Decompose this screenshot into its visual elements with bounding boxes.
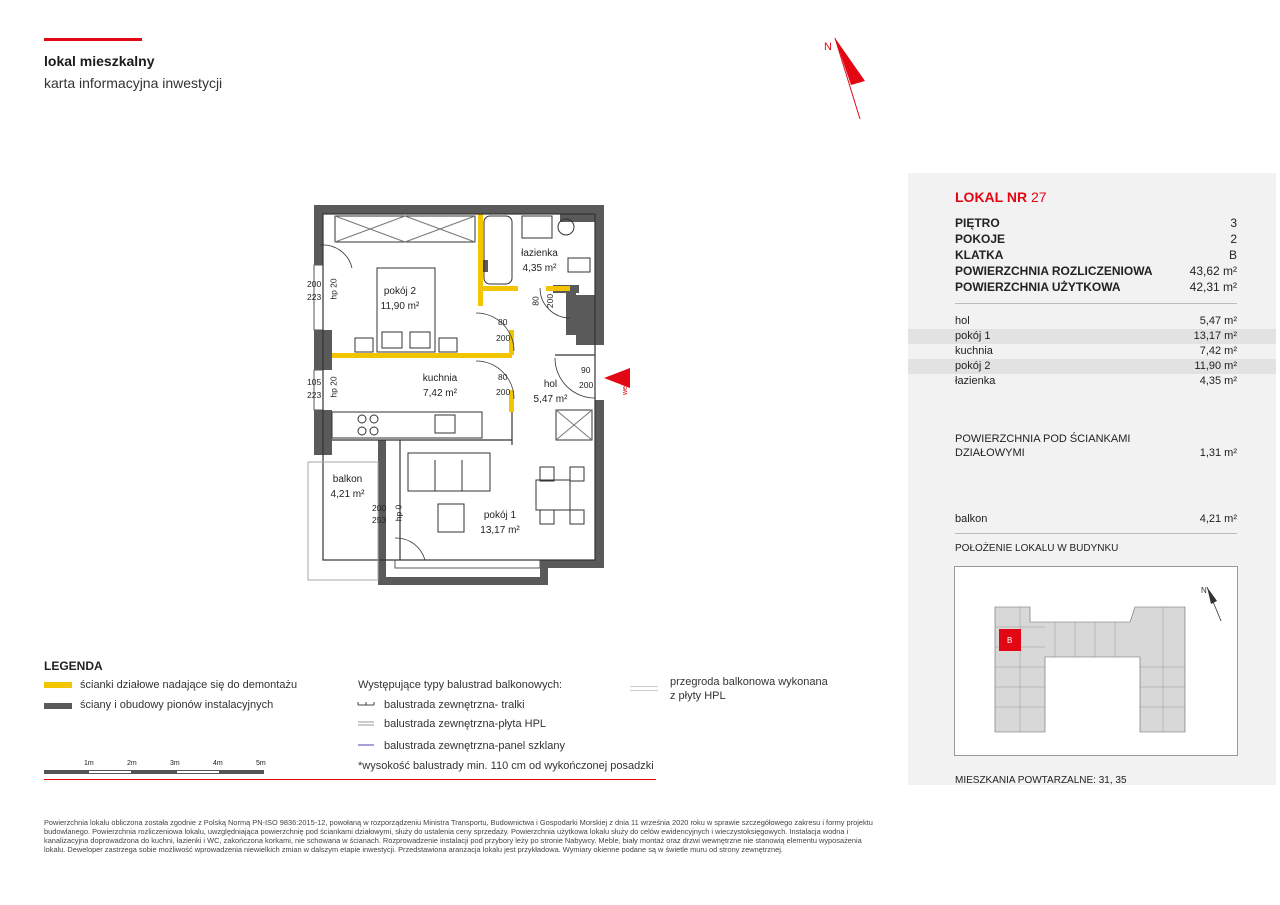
svg-text:N: N xyxy=(1201,586,1207,595)
room-pokoj-2 xyxy=(370,286,430,312)
dim-win-pokoj2-hp: hp 20 xyxy=(328,278,339,300)
document-title: lokal mieszkalny xyxy=(44,53,155,69)
room-hol xyxy=(523,379,578,405)
legend-title: LEGENDA xyxy=(44,659,103,673)
dim-door-pokoj2-w: 80 xyxy=(498,317,508,327)
room-area: 7,42 m² xyxy=(423,388,457,399)
summary-row: POWIERZCHNIA ROZLICZENIOWA 43,62 m² xyxy=(955,264,1237,278)
legend-item: ścianki działowe nadające się do demontażu xyxy=(80,679,298,691)
dim-win-pokoj2-b: 223 xyxy=(307,292,322,302)
washbasin xyxy=(522,216,552,238)
balustrady-title: Występujące typy balustrad balkonowych: xyxy=(358,679,563,691)
room-name: balkon xyxy=(332,474,363,485)
walls-row: DZIAŁOWYMI 1,31 m² xyxy=(955,447,1237,459)
lokal-number xyxy=(955,189,1047,205)
room-row: kuchnia 7,42 m² xyxy=(955,345,1237,357)
scale-label: 1m xyxy=(84,760,94,767)
divider xyxy=(955,533,1237,534)
przegroda-label-2: z płyty HPL xyxy=(670,690,726,702)
balustrade-icons xyxy=(356,700,378,750)
svg-text:B: B xyxy=(1007,636,1013,645)
room-name: kuchnia xyxy=(422,373,458,384)
balustrada-item: balustrada zewnętrzna-panel szklany xyxy=(384,740,565,752)
scale-label: 3m xyxy=(170,760,180,767)
legend-item: ściany i obudowy pionów instalacyjnych xyxy=(80,699,274,711)
dim-door-kuchnia-w: 80 xyxy=(498,372,508,382)
legend-swatch-partition xyxy=(44,682,72,688)
dim-win-kuchnia-a: 105 xyxy=(307,377,322,387)
room-area: 13,17 m² xyxy=(480,525,520,536)
room-row: hol 5,47 m² xyxy=(955,315,1237,327)
entry-label: wejście xyxy=(622,372,629,395)
toilet xyxy=(568,258,590,272)
kitchen-counter xyxy=(332,412,482,438)
dim-door-entry-w: 90 xyxy=(581,365,591,375)
room-lazienka xyxy=(512,248,567,274)
dim-win-kuchnia-hp: hp 20 xyxy=(328,376,339,398)
room-name: hol xyxy=(543,379,558,390)
bathtub xyxy=(484,216,512,284)
summary-row: POWIERZCHNIA UŻYTKOWA 42,31 m² xyxy=(955,280,1237,294)
wardrobe xyxy=(335,216,475,242)
balkon-row: balkon 4,21 m² xyxy=(955,513,1237,525)
scale-label: 4m xyxy=(213,760,223,767)
lokal-label: LOKAL NR xyxy=(955,189,1028,205)
dim-door-kuchnia-h: 200 xyxy=(496,387,511,397)
document-subtitle: karta informacyjna inwestycji xyxy=(44,75,223,91)
balustrada-item: balustrada zewnętrzna- tralki xyxy=(384,699,525,711)
balustrada-item: balustrada zewnętrzna-płyta HPL xyxy=(384,718,547,730)
coffee-table xyxy=(438,504,464,532)
przegroda-label: przegroda balkonowa wykonana xyxy=(670,676,828,688)
summary-row: KLATKA B xyxy=(955,248,1237,262)
dining-table xyxy=(536,480,570,510)
compass-icon xyxy=(815,33,875,123)
dim-win-balkon-b: 253 xyxy=(372,515,387,525)
building-location-map xyxy=(954,566,1238,756)
dim-door-entry-h: 200 xyxy=(579,380,594,390)
room-row: łazienka 4,35 m² xyxy=(955,375,1237,387)
lokal-nr: 27 xyxy=(1030,189,1047,205)
sofa xyxy=(408,453,490,491)
room-name: łazienka xyxy=(521,248,558,259)
legend-swatch-structural xyxy=(44,703,72,709)
repeat-label: MIESZKANIA POWTARZALNE: 31, 35 xyxy=(955,775,1127,786)
scale-bar xyxy=(44,770,264,774)
summary-row: POKOJE 2 xyxy=(955,232,1237,246)
info-panel xyxy=(908,173,1276,785)
room-pokoj-1 xyxy=(470,510,530,536)
room-area: 4,21 m² xyxy=(330,489,365,500)
room-area: 4,35 m² xyxy=(522,263,557,274)
przegroda-swatch xyxy=(630,686,658,687)
dim-win-kuchnia-b: 223 xyxy=(307,390,322,400)
dim-door-pokoj2-h: 200 xyxy=(496,333,511,343)
dim-door-lazienka-h: 200 xyxy=(545,293,556,309)
compass-letter: N xyxy=(824,41,832,53)
dim-win-balkon-a: 200 xyxy=(372,503,387,513)
room-name: pokój 2 xyxy=(383,286,417,297)
room-name: pokój 1 xyxy=(483,510,517,521)
room-area: 5,47 m² xyxy=(533,394,568,405)
scale-label: 5m xyxy=(256,760,266,767)
mini-compass-icon xyxy=(1207,587,1217,604)
balustrada-note: *wysokość balustrady min. 110 cm od wykończonej posadzki xyxy=(358,760,654,772)
summary-row: PIĘTRO 3 xyxy=(955,216,1237,230)
dim-win-pokoj2-a: 200 xyxy=(307,279,322,289)
walls-label: POWIERZCHNIA POD ŚCIANKAMI xyxy=(955,433,1131,445)
brand-bar xyxy=(44,38,142,41)
dim-door-lazienka-w: 80 xyxy=(530,296,541,306)
red-divider xyxy=(44,779,656,780)
room-kuchnia xyxy=(410,373,470,399)
divider xyxy=(955,303,1237,304)
scale-label: 2m xyxy=(127,760,137,767)
footer-disclaimer: Powierzchnia lokalu obliczona została zgodnie z Polską Normą PN-ISO 9836:2015-12, powołaną w rozporządzeniu Ministra Transportu, Budownictwa i Gospodarki Morskiej z dnia 11 września 2020 roku w sprawie szczegółowego zakresu i formy projektu budowlanego. Powierzchnia rozliczeniowa lokalu, uwzględniająca powierzchnię pod ściankami działowymi, służy do ustalenia ceny sprzedaży. Powierzchnia użytkowa lokalu służy do celów ewidencyjnych i wieczystoksięgowych. Instalacja wodna i kanalizacyjna doprowadzona do kuchni, łazienki i WC, zakończona korkami, nie schowana w ścianach. Rozprowadzenie instalacji pod przybory leży po stronie Nabywcy. Meble, biały montaż oraz drzwi wewnętrzne nie stanowią elementu wyposażenia lokalu. Deweloper zastrzega sobie możliwość wprowadzenia niewielkich zmian w dalszym etapie inwestycji. Przedstawiona aranżacja lokalu jest przykładowa. Wymiary okienne podane są w świetle muru od strony zewnętrznej. xyxy=(44,818,873,854)
location-label: POŁOŻENIE LOKALU W BUDYNKU xyxy=(955,543,1119,554)
room-row: pokój 1 13,17 m² xyxy=(955,330,1237,342)
room-row: pokój 2 11,90 m² xyxy=(955,360,1237,372)
dim-win-balkon-hp: hp 0 xyxy=(393,504,404,522)
room-balkon xyxy=(320,474,375,500)
room-area: 11,90 m² xyxy=(380,301,420,312)
